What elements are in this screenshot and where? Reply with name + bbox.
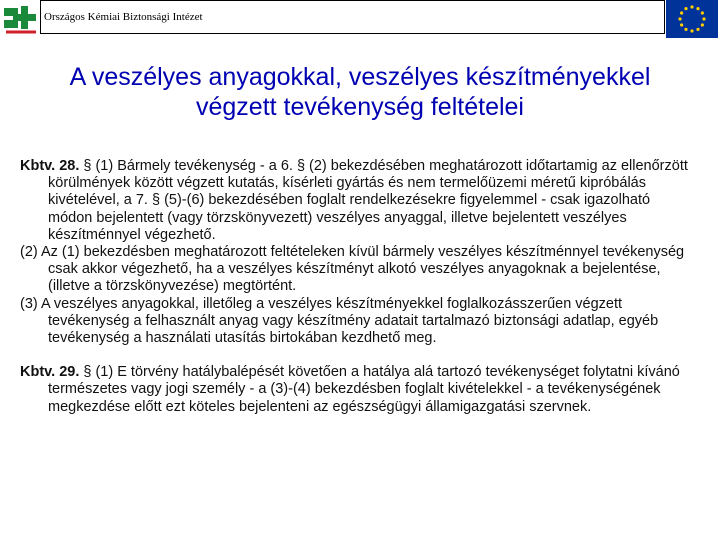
eu-star-icon	[680, 11, 683, 14]
slide-title	[0, 62, 720, 122]
institution-name: Országos Kémiai Biztonsági Intézet	[44, 11, 203, 23]
eu-flag-icon	[666, 0, 718, 38]
institution-banner	[40, 0, 665, 34]
title-line-2: végzett tevékenység feltételei	[196, 93, 524, 121]
paragraph-text: § (1) E törvény hatálybalépését követően a hatálya alá tartozó tevékenységet folytatni kívánó természetes vagy jogi személy - a (3)-(4) bekezdésben foglalt kivételekkel - a tevékenységének megkezdése előtt ezt köteles bejelenteni az egészségügyi államigazgatási szervnek.	[48, 364, 680, 415]
paragraph-kbtv-28-1	[20, 158, 690, 244]
slide-body	[20, 158, 690, 416]
paragraph-gap	[20, 347, 690, 364]
eu-star-icon	[696, 28, 699, 31]
paragraph-kbtv-28-2: (2) Az (1) bekezdésben meghatározott feltételeken kívül bármely veszélyes készítménnyel tevékenység csak akkor végezhető, ha a veszélyes készítményt alkotó veszélyes anyagoknak a bejelentése, (illetve a törzskönyvezése) megtörtént.	[20, 244, 685, 295]
law-ref-kbtv-29: Kbtv. 29.	[20, 364, 80, 381]
eu-star-icon	[690, 29, 693, 32]
paragraph-text: § (1) Bármely tevékenység - a 6. § (2) bekezdésében meghatározott időtartamig az ellenőrzött körülmények között végzett kutatás, kísérleti gyártás és nem termelőüzemi méretű kipróbálás kivételével, a 7. § (5)-(6) bekezdésében foglalt rendelkezésekre figyelemmel - csak igazolható módon bejelentett (vagy törzskönyvezett) veszélyes anyaggal, illetve bejelentett veszélyes készítménnyel végezhető.	[48, 158, 688, 243]
slide-header	[0, 0, 720, 38]
eu-star-icon	[696, 7, 699, 10]
law-ref-kbtv-28: Kbtv. 28.	[20, 158, 80, 174]
eu-star-icon	[701, 11, 704, 14]
institute-logo-icon	[2, 2, 40, 36]
title-line-1: A veszélyes anyagokkal, veszélyes készítményekkel	[69, 63, 651, 91]
paragraph-kbtv-29-1	[20, 364, 690, 416]
paragraph-kbtv-28-3: (3) A veszélyes anyagokkal, illetőleg a veszélyes készítményekkel foglalkozásszerűen végzett tevékenység a felhasznált anyag vagy készítmény adatait tartalmazó biztonsági adatlap, egyéb tevékenység a használati utasítás birtokában kezdhető meg.	[20, 295, 659, 347]
eu-star-icon	[701, 23, 704, 26]
eu-star-icon	[680, 23, 683, 26]
eu-star-icon	[690, 5, 693, 8]
eu-star-icon	[702, 17, 705, 20]
eu-star-icon	[684, 28, 687, 31]
eu-star-icon	[684, 7, 687, 10]
eu-star-icon	[678, 17, 681, 20]
